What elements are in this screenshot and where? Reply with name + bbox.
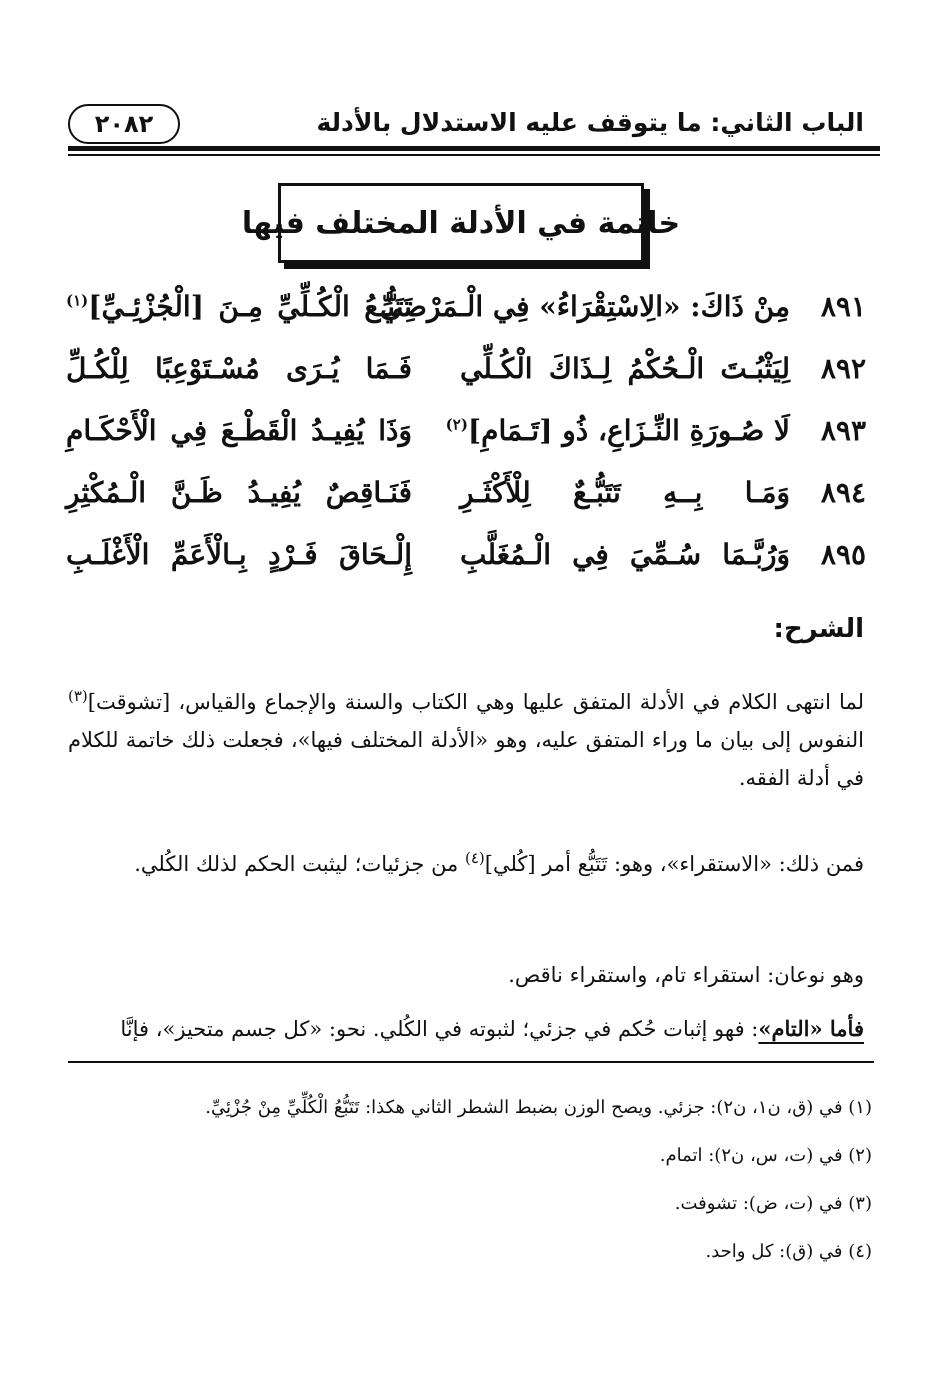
- paragraph-text: : فهو إثبات حُكم في جزئي؛ لثبوته في الكُلي. نحو: «كل جسم متحيز»، فإنَّا: [120, 1017, 759, 1041]
- verse-number: ٨٩٣: [820, 414, 866, 447]
- footnote-ref: (١): [66, 291, 89, 310]
- footnote: (٤) في (ق): كل واحد.: [705, 1241, 872, 1262]
- commentary-paragraph: وهو نوعان: استقراء تام، واستقراء ناقص.: [508, 963, 864, 987]
- verse-list: [66, 280, 866, 590]
- verse-row: [66, 466, 866, 528]
- running-title: الباب الثاني: ما يتوقف عليه الاستدلال بالأدلة: [316, 108, 864, 137]
- footnote-ref: (٤): [464, 849, 485, 867]
- verse-second-hemistich: فَـمَا يُـرَى مُسْـتَوْعِبًا لِلْكُـلِّ: [66, 352, 412, 385]
- footnote-ref: (٣): [68, 687, 88, 705]
- commentary-heading: الشرح:: [773, 614, 864, 644]
- footnote: (٣) في (ت، ض): تشوفت.: [674, 1193, 872, 1214]
- verse-number: ٨٩٢: [820, 352, 866, 385]
- verse-second-hemistich: فَنَـاقِصٌ يُفِيـدُ ظَـنَّ الْـمُكْثِرِ: [66, 476, 412, 509]
- term-lead: فأما «التام»: [758, 1016, 864, 1041]
- verse-first-hemistich: لِيَثْبُـتَ الْـحُكْمُ لِـذَاكَ الْكُـلِّي: [460, 352, 790, 385]
- verse-number: ٨٩١: [820, 290, 866, 323]
- commentary-paragraph: [68, 845, 864, 883]
- section-title-box: [241, 183, 681, 263]
- verse-first-hemistich: [445, 414, 790, 447]
- verse-number: ٨٩٤: [820, 476, 866, 509]
- verse-first-hemistich: مِنْ ذَاكَ: «الِاسْتِقْرَاءُ» فِي الْـمَرْضِيِّ: [379, 290, 790, 323]
- commentary-paragraph: [68, 683, 864, 797]
- paragraph-text: فمن ذلك: «الاستقراء»، وهو: تَتَبُّع أمر [كُلي]: [484, 852, 864, 876]
- footnote: (١) في (ق، ن١، ن٢): جزئي. ويصح الوزن بضبط الشطر الثاني هكذا: تَتَبُّعُ الْكُلِّيِّ مِنْ جُزْئِيِّ.: [205, 1097, 872, 1118]
- header-rule-thin: [68, 154, 880, 156]
- footnote: (٢) في (ت، س، ن٢): اتمام.: [659, 1145, 872, 1166]
- header-rule: [68, 146, 880, 151]
- verse-row: [66, 342, 866, 404]
- verse-first-hemistich: وَمَـا بِــهِ تَتَبُّـعٌ لِلْأَكْثَـرِ: [460, 476, 790, 509]
- verse-second-hemistich: [66, 290, 412, 323]
- verse-row: [66, 280, 866, 342]
- verse-number: ٨٩٥: [820, 538, 866, 571]
- verse-second-hemistich: وَذَا يُفِيـدُ الْقَطْـعَ فِي الْأَحْكَـامِ: [66, 414, 412, 447]
- paragraph-text: لما انتهى الكلام في الأدلة المتفق عليها وهي الكتاب والسنة والإجماع والقياس، [تشوقت]: [87, 690, 864, 714]
- paragraph-text: من جزئيات؛ ليثبت الحكم لذلك الكُلي.: [134, 852, 465, 876]
- verse-first-hemistich: وَرُبَّـمَا سُـمِّيَ فِي الْـمُغَلَّبِ: [460, 538, 790, 571]
- section-title: خاتمة في الأدلة المختلف فيها: [241, 205, 681, 241]
- footnote-ref: (٢): [445, 415, 468, 434]
- paragraph-text: النفوس إلى بيان ما وراء المتفق عليه، وهو «الأدلة المختلف فيها»، فجعلت ذلك خاتمة للكلام في أدلة الفقه.: [68, 728, 864, 790]
- commentary-paragraph: [68, 1010, 864, 1048]
- hemistich-text: تَتَبُّـعُ الْكُـلِّيِّ مِـنَ [الْجُزْئِـيِّ]: [88, 290, 412, 323]
- verse-row: [66, 404, 866, 466]
- verse-row: [66, 528, 866, 590]
- page-number: ٢٠٨٢: [68, 104, 180, 144]
- verse-second-hemistich: إِلْـحَاقَ فَـرْدٍ بِـالْأَعَمِّ الْأَغْلَـبِ: [66, 538, 412, 571]
- hemistich-text: لَا صُـورَةِ النِّـزَاعِ، ذُو [تَـمَامِ]: [467, 414, 790, 447]
- footnote-separator: [68, 1061, 874, 1063]
